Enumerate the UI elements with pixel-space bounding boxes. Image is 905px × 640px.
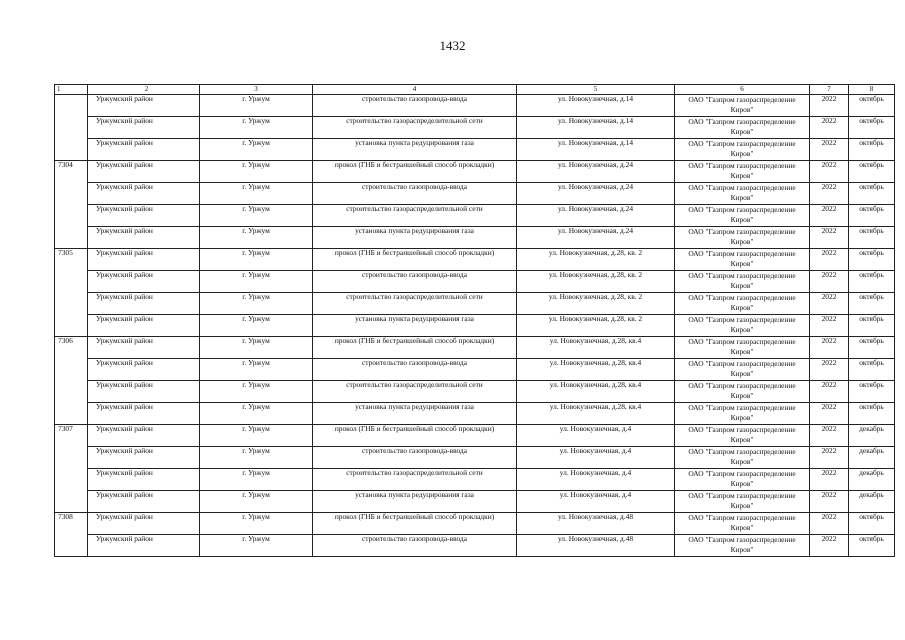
organization-cell: ОАО "Газпром газораспределение Киров" <box>675 293 810 315</box>
town-cell: г. Уржум <box>200 337 313 359</box>
organization-cell: ОАО "Газпром газораспределение Киров" <box>675 381 810 403</box>
town-cell: г. Уржум <box>200 227 313 249</box>
address-cell: ул. Новокузнечная, д.28, кв.4 <box>517 337 675 359</box>
address-cell: ул. Новокузнечная, д.14 <box>517 95 675 117</box>
year-cell: 2022 <box>810 117 849 139</box>
month-cell: октябрь <box>849 315 895 337</box>
month-cell: октябрь <box>849 403 895 425</box>
table-row <box>55 95 895 117</box>
year-cell: 2022 <box>810 293 849 315</box>
district-cell: Уржумский район <box>88 513 200 535</box>
organization-cell: ОАО "Газпром газораспределение Киров" <box>675 447 810 469</box>
header-col-4: 4 <box>313 85 517 95</box>
register-table <box>54 84 895 557</box>
organization-cell: ОАО "Газпром газораспределение Киров" <box>675 227 810 249</box>
district-cell: Уржумский район <box>88 139 200 161</box>
district-cell: Уржумский район <box>88 161 200 183</box>
work-type-cell: установка пункта редуцирования газа <box>313 227 517 249</box>
town-cell: г. Уржум <box>200 425 313 447</box>
month-cell: декабрь <box>849 491 895 513</box>
town-cell: г. Уржум <box>200 513 313 535</box>
district-cell: Уржумский район <box>88 205 200 227</box>
address-cell: ул. Новокузнечная, д.14 <box>517 139 675 161</box>
town-cell: г. Уржум <box>200 359 313 381</box>
district-cell: Уржумский район <box>88 359 200 381</box>
district-cell: Уржумский район <box>88 381 200 403</box>
year-cell: 2022 <box>810 403 849 425</box>
town-cell: г. Уржум <box>200 535 313 557</box>
month-cell: октябрь <box>849 95 895 117</box>
address-cell: ул. Новокузнечная, д.24 <box>517 183 675 205</box>
month-cell: октябрь <box>849 161 895 183</box>
district-cell: Уржумский район <box>88 535 200 557</box>
organization-cell: ОАО "Газпром газораспределение Киров" <box>675 359 810 381</box>
month-cell: декабрь <box>849 425 895 447</box>
year-cell: 2022 <box>810 425 849 447</box>
year-cell: 2022 <box>810 513 849 535</box>
work-type-cell: прокол (ГНБ и бестраншейный способ прокладки) <box>313 425 517 447</box>
address-cell: ул. Новокузнечная, д.4 <box>517 491 675 513</box>
table-row <box>55 513 895 535</box>
organization-cell: ОАО "Газпром газораспределение Киров" <box>675 183 810 205</box>
organization-cell: ОАО "Газпром газораспределение Киров" <box>675 205 810 227</box>
district-cell: Уржумский район <box>88 117 200 139</box>
organization-cell: ОАО "Газпром газораспределение Киров" <box>675 337 810 359</box>
organization-cell: ОАО "Газпром газораспределение Киров" <box>675 271 810 293</box>
row-number: 7304 <box>55 161 88 249</box>
year-cell: 2022 <box>810 183 849 205</box>
district-cell: Уржумский район <box>88 447 200 469</box>
table-row <box>55 227 895 249</box>
town-cell: г. Уржум <box>200 403 313 425</box>
row-number <box>55 95 88 161</box>
district-cell: Уржумский район <box>88 293 200 315</box>
table-row <box>55 425 895 447</box>
year-cell: 2022 <box>810 249 849 271</box>
header-col-8: 8 <box>849 85 895 95</box>
work-type-cell: прокол (ГНБ и бестраншейный способ прокладки) <box>313 513 517 535</box>
address-cell: ул. Новокузнечная, д.4 <box>517 469 675 491</box>
year-cell: 2022 <box>810 469 849 491</box>
town-cell: г. Уржум <box>200 183 313 205</box>
town-cell: г. Уржум <box>200 293 313 315</box>
town-cell: г. Уржум <box>200 139 313 161</box>
district-cell: Уржумский район <box>88 337 200 359</box>
address-cell: ул. Новокузнечная, д.48 <box>517 513 675 535</box>
address-cell: ул. Новокузнечная, д.24 <box>517 205 675 227</box>
town-cell: г. Уржум <box>200 249 313 271</box>
district-cell: Уржумский район <box>88 95 200 117</box>
month-cell: октябрь <box>849 337 895 359</box>
organization-cell: ОАО "Газпром газораспределение Киров" <box>675 535 810 557</box>
work-type-cell: строительство газораспределительной сети <box>313 205 517 227</box>
table-row <box>55 117 895 139</box>
organization-cell: ОАО "Газпром газораспределение Киров" <box>675 315 810 337</box>
row-number: 7306 <box>55 337 88 425</box>
work-type-cell: строительство газопровода-ввода <box>313 183 517 205</box>
address-cell: ул. Новокузнечная, д.28, кв. 2 <box>517 271 675 293</box>
district-cell: Уржумский район <box>88 403 200 425</box>
town-cell: г. Уржум <box>200 315 313 337</box>
table-row <box>55 161 895 183</box>
work-type-cell: установка пункта редуцирования газа <box>313 139 517 161</box>
header-col-7: 7 <box>810 85 849 95</box>
month-cell: октябрь <box>849 183 895 205</box>
address-cell: ул. Новокузнечная, д.4 <box>517 447 675 469</box>
month-cell: декабрь <box>849 447 895 469</box>
month-cell: октябрь <box>849 117 895 139</box>
month-cell: октябрь <box>849 227 895 249</box>
month-cell: октябрь <box>849 535 895 557</box>
town-cell: г. Уржум <box>200 161 313 183</box>
town-cell: г. Уржум <box>200 117 313 139</box>
work-type-cell: строительство газопровода-ввода <box>313 95 517 117</box>
header-col-1: 1 <box>55 85 88 95</box>
address-cell: ул. Новокузнечная, д.28, кв. 2 <box>517 249 675 271</box>
table-row <box>55 337 895 359</box>
address-cell: ул. Новокузнечная, д.28, кв.4 <box>517 359 675 381</box>
district-cell: Уржумский район <box>88 491 200 513</box>
month-cell: октябрь <box>849 293 895 315</box>
work-type-cell: строительство газораспределительной сети <box>313 117 517 139</box>
page-number: 1432 <box>439 38 466 53</box>
work-type-cell: строительство газопровода-ввода <box>313 535 517 557</box>
month-cell: октябрь <box>849 271 895 293</box>
year-cell: 2022 <box>810 205 849 227</box>
district-cell: Уржумский район <box>88 469 200 491</box>
table-row <box>55 315 895 337</box>
town-cell: г. Уржум <box>200 271 313 293</box>
month-cell: октябрь <box>849 513 895 535</box>
row-number: 7308 <box>55 513 88 557</box>
table-row <box>55 183 895 205</box>
work-type-cell: установка пункта редуцирования газа <box>313 315 517 337</box>
organization-cell: ОАО "Газпром газораспределение Киров" <box>675 139 810 161</box>
organization-cell: ОАО "Газпром газораспределение Киров" <box>675 469 810 491</box>
year-cell: 2022 <box>810 535 849 557</box>
work-type-cell: прокол (ГНБ и бестраншейный способ прокладки) <box>313 337 517 359</box>
table-row <box>55 359 895 381</box>
row-number: 7305 <box>55 249 88 337</box>
work-type-cell: прокол (ГНБ и бестраншейный способ прокладки) <box>313 249 517 271</box>
month-cell: декабрь <box>849 469 895 491</box>
address-cell: ул. Новокузнечная, д.28, кв. 2 <box>517 315 675 337</box>
header-col-5: 5 <box>517 85 675 95</box>
year-cell: 2022 <box>810 337 849 359</box>
organization-cell: ОАО "Газпром газораспределение Киров" <box>675 117 810 139</box>
district-cell: Уржумский район <box>88 425 200 447</box>
table-row <box>55 403 895 425</box>
district-cell: Уржумский район <box>88 249 200 271</box>
year-cell: 2022 <box>810 139 849 161</box>
work-type-cell: строительство газопровода-ввода <box>313 271 517 293</box>
work-type-cell: установка пункта редуцирования газа <box>313 403 517 425</box>
row-number: 7307 <box>55 425 88 513</box>
address-cell: ул. Новокузнечная, д.14 <box>517 117 675 139</box>
month-cell: октябрь <box>849 139 895 161</box>
year-cell: 2022 <box>810 359 849 381</box>
work-type-cell: строительство газопровода-ввода <box>313 447 517 469</box>
work-type-cell: прокол (ГНБ и бестраншейный способ прокладки) <box>313 161 517 183</box>
district-cell: Уржумский район <box>88 227 200 249</box>
table-row <box>55 139 895 161</box>
year-cell: 2022 <box>810 491 849 513</box>
header-row <box>55 85 895 95</box>
town-cell: г. Уржум <box>200 469 313 491</box>
table-row <box>55 447 895 469</box>
town-cell: г. Уржум <box>200 447 313 469</box>
organization-cell: ОАО "Газпром газораспределение Киров" <box>675 425 810 447</box>
month-cell: октябрь <box>849 205 895 227</box>
organization-cell: ОАО "Газпром газораспределение Киров" <box>675 249 810 271</box>
work-type-cell: строительство газораспределительной сети <box>313 293 517 315</box>
table-row <box>55 469 895 491</box>
table-row <box>55 381 895 403</box>
table-header <box>55 85 895 95</box>
header-col-6: 6 <box>675 85 810 95</box>
address-cell: ул. Новокузнечная, д.48 <box>517 535 675 557</box>
address-cell: ул. Новокузнечная, д.28, кв.4 <box>517 381 675 403</box>
header-col-3: 3 <box>200 85 313 95</box>
month-cell: октябрь <box>849 381 895 403</box>
organization-cell: ОАО "Газпром газораспределение Киров" <box>675 403 810 425</box>
town-cell: г. Уржум <box>200 491 313 513</box>
year-cell: 2022 <box>810 95 849 117</box>
town-cell: г. Уржум <box>200 95 313 117</box>
month-cell: октябрь <box>849 359 895 381</box>
address-cell: ул. Новокузнечная, д.24 <box>517 161 675 183</box>
organization-cell: ОАО "Газпром газораспределение Киров" <box>675 513 810 535</box>
town-cell: г. Уржум <box>200 205 313 227</box>
organization-cell: ОАО "Газпром газораспределение Киров" <box>675 491 810 513</box>
month-cell: октябрь <box>849 249 895 271</box>
table-row <box>55 249 895 271</box>
table-row <box>55 205 895 227</box>
year-cell: 2022 <box>810 315 849 337</box>
district-cell: Уржумский район <box>88 315 200 337</box>
organization-cell: ОАО "Газпром газораспределение Киров" <box>675 161 810 183</box>
district-cell: Уржумский район <box>88 271 200 293</box>
address-cell: ул. Новокузнечная, д.4 <box>517 425 675 447</box>
year-cell: 2022 <box>810 227 849 249</box>
year-cell: 2022 <box>810 381 849 403</box>
table-row <box>55 491 895 513</box>
table-row <box>55 293 895 315</box>
header-col-2: 2 <box>88 85 200 95</box>
town-cell: г. Уржум <box>200 381 313 403</box>
organization-cell: ОАО "Газпром газораспределение Киров" <box>675 95 810 117</box>
year-cell: 2022 <box>810 447 849 469</box>
table-row <box>55 535 895 557</box>
work-type-cell: строительство газораспределительной сети <box>313 469 517 491</box>
address-cell: ул. Новокузнечная, д.28, кв. 2 <box>517 293 675 315</box>
year-cell: 2022 <box>810 271 849 293</box>
district-cell: Уржумский район <box>88 183 200 205</box>
work-type-cell: установка пункта редуцирования газа <box>313 491 517 513</box>
table-body <box>55 95 895 557</box>
year-cell: 2022 <box>810 161 849 183</box>
work-type-cell: строительство газораспределительной сети <box>313 381 517 403</box>
address-cell: ул. Новокузнечная, д.24 <box>517 227 675 249</box>
table-row <box>55 271 895 293</box>
work-type-cell: строительство газопровода-ввода <box>313 359 517 381</box>
address-cell: ул. Новокузнечная, д.28, кв.4 <box>517 403 675 425</box>
